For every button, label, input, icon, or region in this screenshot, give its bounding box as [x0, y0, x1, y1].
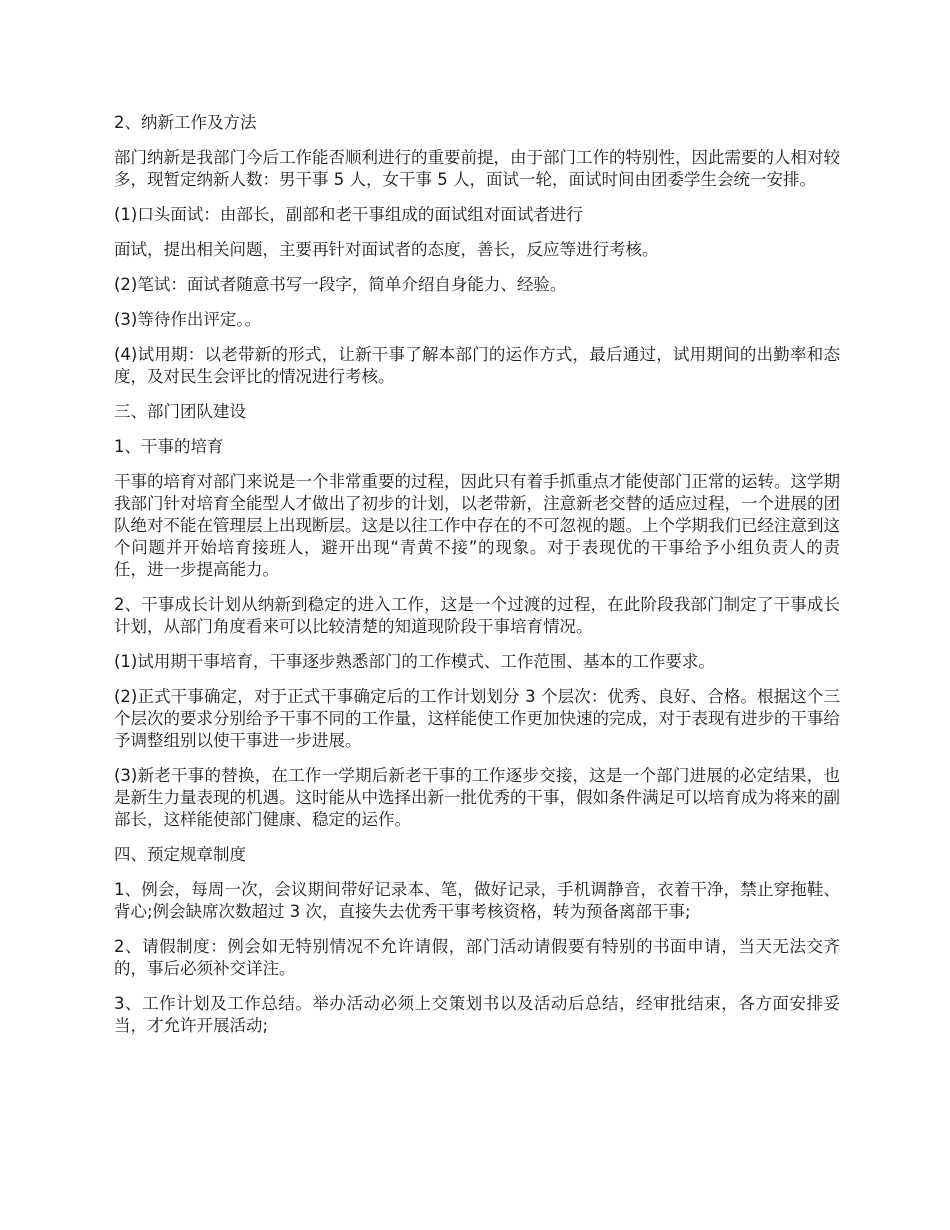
paragraph-await-evaluation: (3)等待作出评定。。 [114, 310, 262, 329]
paragraph-formal-staff: (2)正式干事确定，对于正式干事确定后的工作计划划分 3 个层次：优秀、良好、合格。根据这个三个层次的要求分别给予干事不同的工作量，这样能使工作更加快速的完成，对于表现有进步的干事给予调整组别以使干事进一步进展。 [114, 687, 840, 750]
paragraph-probation: (4)试用期：以老带新的形式，让新干事了解本部门的运作方式，最后通过，试用期间的出勤率和态度，及对民生会评比的情况进行考核。 [114, 345, 840, 386]
paragraph-leave-policy: 2、请假制度：例会如无特别情况不允许请假，部门活动请假要有特别的书面申请，当天无法交齐的，事后必须补交详注。 [114, 937, 840, 978]
section-heading-recruitment: 2、纳新工作及方法 [114, 113, 257, 132]
subheading-staff-training: 1、干事的培育 [114, 437, 224, 456]
paragraph-probation-training: (1)试用期干事培育，干事逐步熟悉部门的工作模式、工作范围、基本的工作要求。 [114, 652, 715, 671]
paragraph-staff-replacement: (3)新老干事的替换，在工作一学期后新老干事的工作逐步交接，这是一个部门进展的必定结果，也是新生力量表现的机遇。这时能从中选择出新一批优秀的干事，假如条件满足可以培育成为将来的副部长，这样能使部门健康、稳定的运作。 [114, 766, 840, 829]
paragraph-work-plan: 3、工作计划及工作总结。举办活动必须上交策划书以及活动后总结，经审批结束，各方面安排妥当，才允许开展活动; [114, 994, 840, 1035]
section-heading-team-building: 三、部门团队建设 [114, 402, 246, 421]
paragraph-oral-interview: (1)口头面试：由部长，副部和老干事组成的面试组对面试者进行 [114, 205, 583, 224]
document-page [114, 112, 840, 1050]
section-heading-rules: 四、预定规章制度 [114, 845, 246, 864]
paragraph-recruitment-intro: 部门纳新是我部门今后工作能否顺利进行的重要前提，由于部门工作的特别性，因此需要的人相对较多，现暂定纳新人数：男干事 5 人，女干事 5 人，面试一轮，面试时间由团委学生会统一安排。 [114, 148, 840, 189]
paragraph-weekly-meeting: 1、例会，每周一次，会议期间带好记录本、笔，做好记录，手机调静音，衣着干净，禁止穿拖鞋、背心;例会缺席次数超过 3 次，直接失去优秀干事考核资格，转为预备离部干事; [114, 880, 840, 921]
paragraph-interview-assessment: 面试，提出相关问题，主要再针对面试者的态度，善长，反应等进行考核。 [114, 240, 659, 259]
paragraph-staff-training: 干事的培育对部门来说是一个非常重要的过程，因此只有着手抓重点才能使部门正常的运转。这学期我部门针对培育全能型人才做出了初步的计划，以老带新，注意新老交替的适应过程，一个进展的团队绝对不能在管理层上出现断层。这是以往工作中存在的不可忽视的题。上个学期我们已经注意到这个问题并开始培育接班人，避开出现“青黄不接”的现象。对于表现优的干事给予小组负责人的责任，进一步提高能力。 [114, 472, 840, 579]
paragraph-written-test: (2)笔试：面试者随意书写一段字，简单介绍自身能力、经验。 [114, 275, 567, 294]
paragraph-growth-plan: 2、干事成长计划从纳新到稳定的进入工作，这是一个过渡的过程，在此阶段我部门制定了干事成长计划，从部门角度看来可以比较清楚的知道现阶段干事培育情况。 [114, 595, 840, 636]
